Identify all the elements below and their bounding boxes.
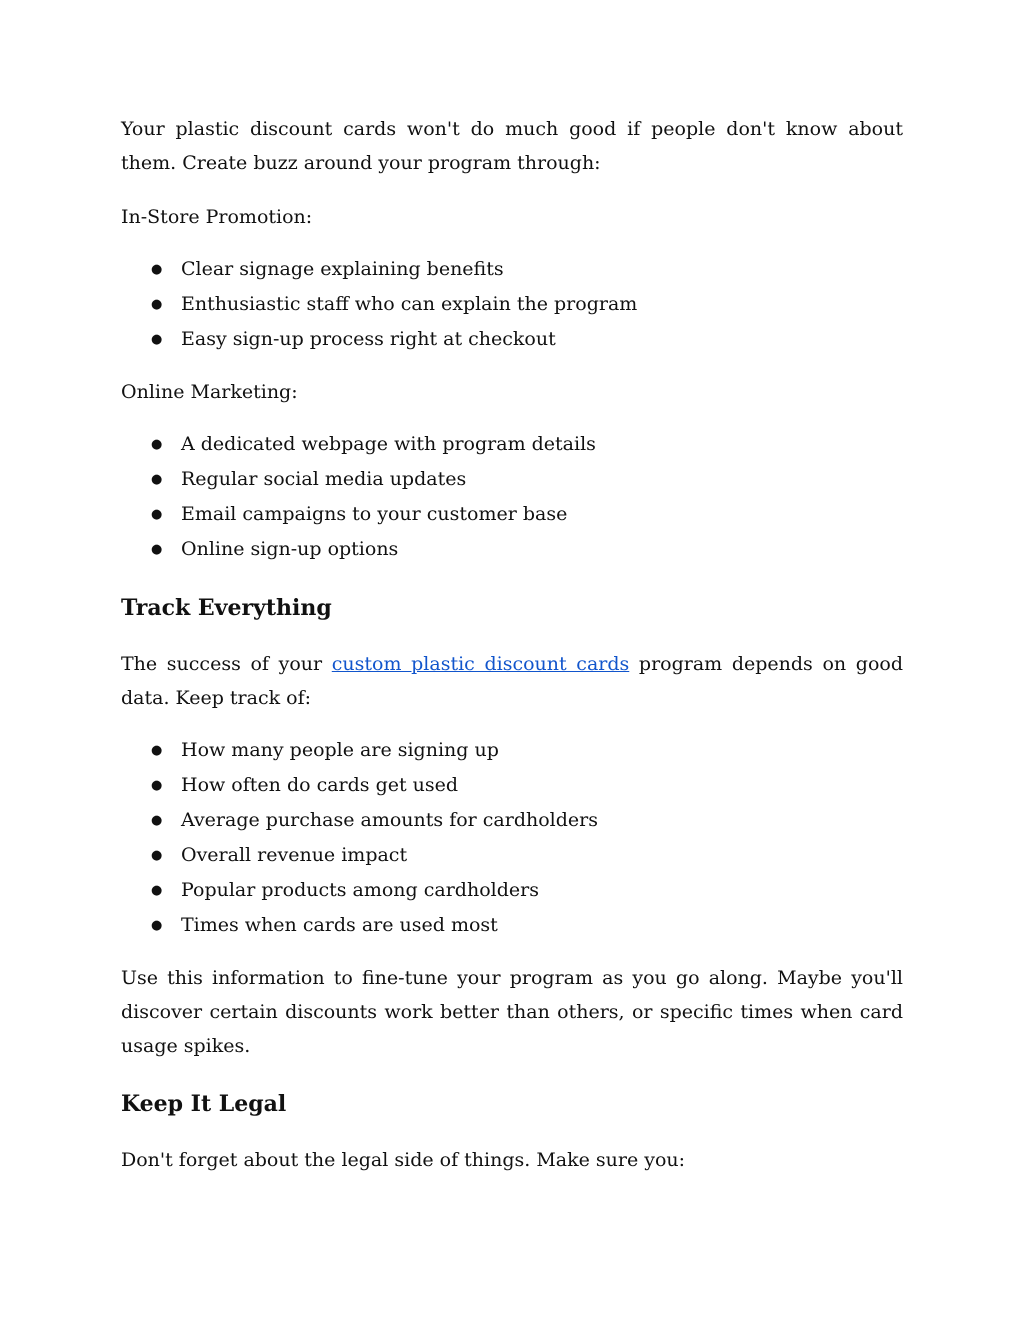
list-item (121, 873, 903, 908)
track-text-before-link: The success of your (121, 653, 332, 675)
list-item (121, 287, 903, 322)
track-everything-heading: Track Everything (121, 595, 332, 621)
bullet-icon: ● (151, 297, 163, 312)
list-item (121, 908, 903, 943)
list-item (121, 733, 903, 768)
online-heading: Online Marketing: (121, 381, 298, 403)
bullet-icon: ● (151, 813, 163, 828)
bullet-icon: ● (151, 507, 163, 522)
list-item-text: Easy sign-up process right at checkout (181, 328, 556, 350)
track-followup-paragraph: Use this information to fine-tune your program as you go along. Maybe you'll discover certain discounts work better than others, or specific times when card usage spikes. (121, 967, 903, 1057)
list-item (121, 803, 903, 838)
list-item (121, 252, 903, 287)
custom-plastic-discount-cards-link[interactable]: custom plastic discount cards (331, 653, 630, 675)
list-item-text: Online sign-up options (181, 538, 399, 560)
list-item (121, 497, 903, 532)
list-item-text: Average purchase amounts for cardholders (181, 809, 598, 831)
bullet-icon: ● (151, 918, 163, 933)
legal-paragraph: Don't forget about the legal side of things. Make sure you: (121, 1149, 686, 1171)
bullet-icon: ● (151, 778, 163, 793)
list-item-text: Enthusiastic staff who can explain the program (181, 293, 638, 315)
list-item-text: How many people are signing up (181, 739, 499, 761)
list-item-text: Times when cards are used most (181, 914, 498, 936)
bullet-icon: ● (151, 883, 163, 898)
list-item (121, 768, 903, 803)
bullet-icon: ● (151, 848, 163, 863)
list-item (121, 838, 903, 873)
list-item-text: Clear signage explaining benefits (181, 258, 504, 280)
list-item-text: Popular products among cardholders (181, 879, 539, 901)
bullet-icon: ● (151, 332, 163, 347)
in-store-heading: In-Store Promotion: (121, 206, 313, 228)
list-item-text: How often do cards get used (181, 774, 459, 796)
track-text-after-link: program depends on good data. Keep track of: (121, 653, 903, 709)
document-page (121, 112, 903, 1177)
list-item (121, 462, 903, 497)
bullet-icon: ● (151, 262, 163, 277)
in-store-list (121, 252, 903, 357)
intro-paragraph: Your plastic discount cards won't do much good if people don't know about them. Create buzz around your program through: (121, 118, 903, 174)
list-item (121, 322, 903, 357)
list-item-text: Email campaigns to your customer base (181, 503, 568, 525)
list-item-text: Regular social media updates (181, 468, 467, 490)
bullet-icon: ● (151, 472, 163, 487)
list-item-text: A dedicated webpage with program details (181, 433, 596, 455)
online-list (121, 427, 903, 567)
list-item-text: Overall revenue impact (181, 844, 408, 866)
bullet-icon: ● (151, 743, 163, 758)
keep-it-legal-heading: Keep It Legal (121, 1091, 287, 1117)
track-paragraph (121, 647, 903, 715)
track-list (121, 733, 903, 943)
list-item (121, 532, 903, 567)
list-item (121, 427, 903, 462)
bullet-icon: ● (151, 437, 163, 452)
bullet-icon: ● (151, 542, 163, 557)
